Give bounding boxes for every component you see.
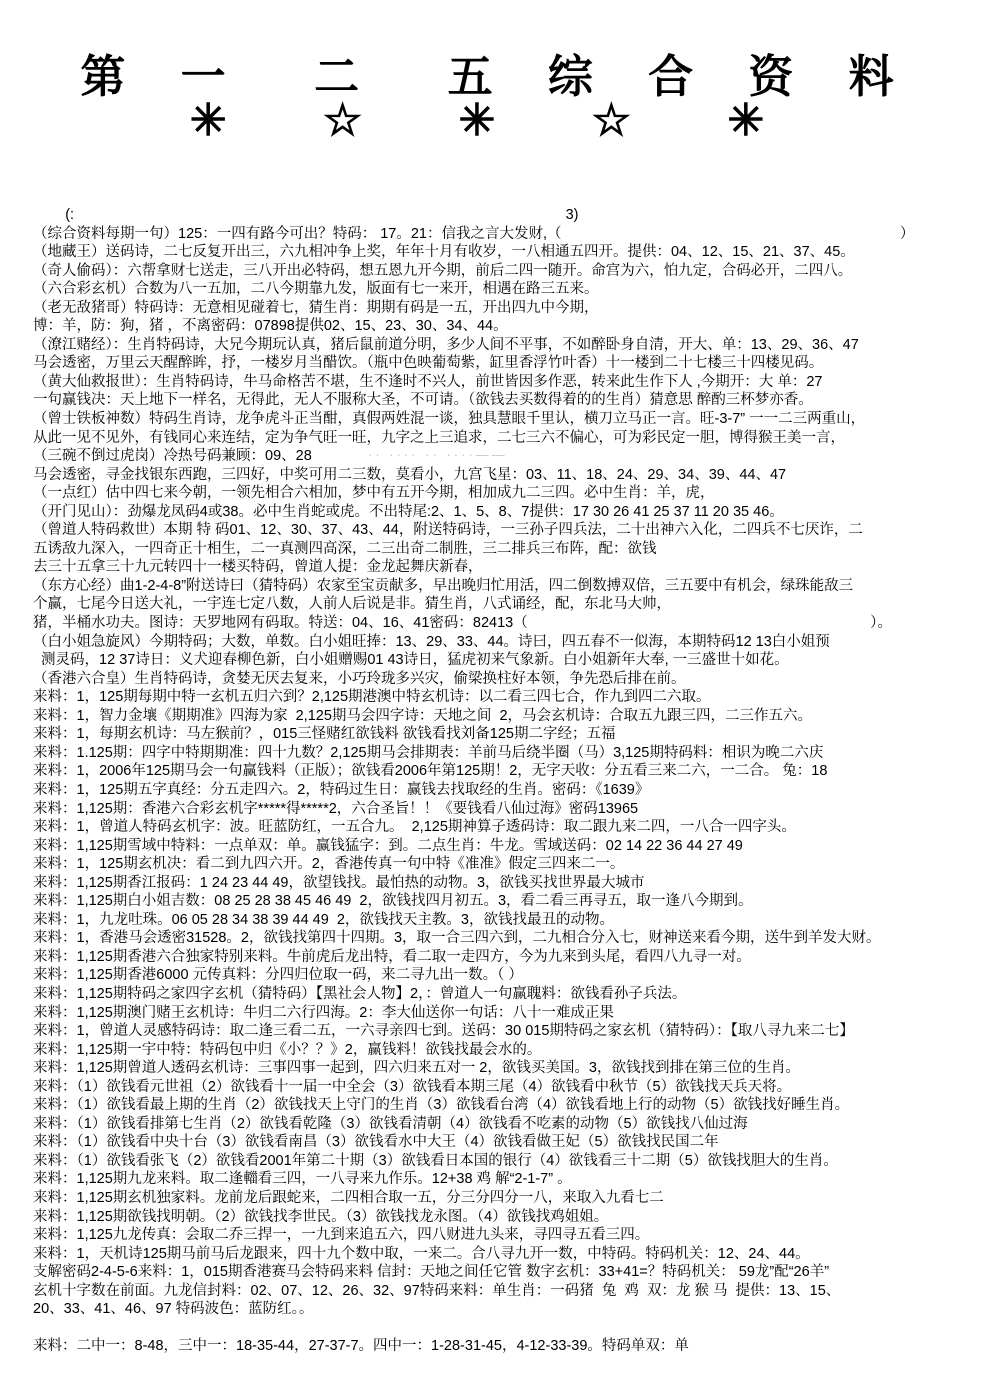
text-line: 来料：1，125期玄机决：看二到九四六开。2，香港传真一句中特《准准》假定三四来二一。 bbox=[33, 856, 625, 873]
text-line: 去三十五拿三十九元转四十一楼买特码，曾道人提：金龙起舞庆新春， bbox=[33, 559, 483, 576]
text-line: 来料：1，九龙吐珠。06 05 28 34 38 39 44 49 2，欲钱找天主教。3，欲钱找最丑的动物。 bbox=[33, 911, 614, 928]
text-line: 来料：1，125期每期中特一玄机五归六到？2,125期港澳中特玄机诗：以二看三四七合，作九到四二六取。 bbox=[33, 689, 711, 706]
document-body bbox=[33, 206, 993, 1356]
text-line: 来料：1,125期特码之家四字玄机（猜特码）【黑社会人物】2，：曾道人一句赢聭料：欲钱看孙子兵法。 bbox=[33, 985, 687, 1002]
text-line: 来料：1,125期香港6000 元传真料：分四归位取一码，来二寻九出一数。（ ） bbox=[33, 967, 523, 984]
text-line: 来料：1，曾道人特码玄机字：波。旺蓝防红，一五合九。 2,125期神算子透码诗：取二跟九来二四，一八合一四字头。 bbox=[33, 819, 796, 836]
text-line: 来料：1,125期玄机独家料。龙前龙后跟蛇来，二四相合取一五，分三分四分一八，来取入九看七二 bbox=[33, 1189, 664, 1206]
text-line: 来料：1，天机诗125期马前马后龙跟来，四十九个数中取，一来二。合八寻九开一数，中特码。特码机关：12、24、44。 bbox=[33, 1245, 810, 1262]
text-line: （六合彩玄机）合数为八一五加，二八今期靠九发，版面有七一来开，相遇在路三五来。 bbox=[33, 281, 599, 298]
text-line: （黄大仙救报世）：生肖特码诗，牛马命格苦不堪，生不逢时不兴人，前世皆因多作恶，转来此生作下人 ,今期开：大 单：27 bbox=[33, 373, 823, 390]
text-line: 五诱敌九深入，一四奇正十相生，二一真测四高深，二三出奇二制胜，三二排兵三布阵，配：欲钱 bbox=[33, 540, 657, 557]
text-line: (: 3) bbox=[33, 207, 579, 223]
text-line: 来料：1,125期雪域中特料：一点单双：单。赢钱猛字：到。二点生肖：牛龙。雪域送码：02 14 22 36 44 27 49 bbox=[33, 837, 743, 854]
text-line: 来料：1,125期欲钱找明朝。（2）欲钱找李世民。（3）欲钱找龙永图。（4）欲钱找鸡姐姐。 bbox=[33, 1208, 609, 1225]
text-line: 来料：1，2006年125期马会一句赢钱料（正版）；欲钱看2006年第125期！2，无字天收：分五看三来二六，一二合。 兔：18 bbox=[33, 763, 828, 780]
text-line: 来料：1，每期玄机诗：马左猴前？，015三怪赌红欲钱料 欲钱看找刘备125期二字经；五福 bbox=[33, 726, 616, 743]
text-line: （综合资料每期一句）125：一四有路今可出？特码： 17。21：信我之言大发财,（ ） bbox=[33, 225, 915, 242]
text-line: （地藏王）送码诗，二七反复开出三，六九相冲争上奖，年年十月有收岁，一八相通五四开。提供：04、12、15、21、37、45。 bbox=[33, 244, 855, 261]
text-line: （曾道人特码救世）本期 特 码01、12、30、37、43、44，附送特码诗，一三孙子四兵法，二十出神六入化，二四兵不七厌诈，二 bbox=[33, 522, 863, 539]
text-line: 从此一见不见外，有钱同心来连结，定为争气旺一旺，九字之上三追求，二七三六不偏心，可为彩民定一胆，博得猴王美一言， bbox=[33, 429, 845, 446]
text-line: 来料：1,125期一宇中特：特码包中归《小？？》2，赢钱料！欲钱找最会水的。 bbox=[33, 1041, 542, 1058]
text-line: 来料：1，曾道人灵感特码诗：取二逢三看二五，一六寻亲四七到。送码：30 015期特码之家玄机（猜特码）：【取八寻九来二七】 bbox=[33, 1023, 854, 1040]
faded-overprint-text: ·· ···· ·· ····―― bbox=[368, 447, 508, 462]
text-line: （老无敌猪哥）特码诗：无意相见碰着七，猜生肖：期期有码是一五，开出四九中今期， bbox=[33, 299, 599, 316]
text-line: 玄机十字数在前面。九龙信封料：02、07、12、26、32、97特码来料：单生肖：一码猪 兔 鸡 双：龙 猴 马 提供：13、15、 bbox=[33, 1282, 841, 1299]
text-line: 来料：1.125期：四字中特期期准：四十九数？2,125期马会排期表：羊前马后绕半圈（马）3,125期特码料：相识为晚二六庆 bbox=[33, 744, 824, 761]
text-line: （三碗不倒过虎岗）冷热号码兼顾：09、28 bbox=[33, 448, 312, 465]
text-line: 来料：1,125期：香港六合彩玄机字*****得*****2，六合圣旨！！《要钱看八仙过海》密码13965 bbox=[33, 800, 639, 817]
text-line: （奇人偷码）：六帮拿财七送走，三八开出必特码，想五恩九开今期，前后二四一随开。命宫为六，怕九定，合码必开，二四八。 bbox=[33, 262, 853, 279]
text-line: 来料：1,125期曾道人透码玄机诗：三事四事一起到，四六归来五对一 2，欲钱买美国。3，欲钱找到排在第三位的生肖。 bbox=[33, 1060, 800, 1077]
text-line: 来料：1,125九龙传真：会取二乔三捍一，一九到来追五六，四八财进九头来，寻四寻五看三四。 bbox=[33, 1227, 650, 1244]
text-line: 来料：1，智力金壤《期期准》四海为家 2,125期马会四字诗：天地之间 2，马会玄机诗：合取五九跟三四，二三作五六。 bbox=[33, 707, 813, 724]
text-line: 来料：（1）欲钱看中央十台（3）欲钱看南昌（3）欲钱看水中大王（4）欲钱看做王妃（5）欲钱找民国二年 bbox=[33, 1134, 719, 1151]
text-line: 支解密码2-4-5-6来料：1，015期香港赛马会特码来料 信封：天地之间任它管 数字玄机：33+41=？特码机关： 59龙”配“26羊” bbox=[33, 1264, 830, 1281]
text-line: （潦江赌经）：生肖特码诗，大兄今期玩认真，猪后鼠前道分明，多少人间不平事，不如醉卧身自清，开大、单：13、29、36、47 bbox=[33, 336, 859, 353]
text-line: 来料：1,125期香江报码：1 24 23 44 49，欲望钱找。最怕热的动物。3，欲钱买找世界最大城市 bbox=[33, 874, 645, 891]
text-line: 马会透密，万里云天醒醉眸，抒，一楼岁月当醋饮。（瓶中色映葡萄紫，缸里香浮竹叶香）十一楼到二十七楼三十四楼见码。 bbox=[33, 355, 824, 372]
decorative-star-row: ✳ ☆ ✳ ☆ ✳ bbox=[189, 96, 807, 145]
text-line bbox=[33, 1319, 993, 1338]
text-line: 来料：1，125期五字真经：分五走四六。2，特码过生日：赢钱去找取经的生肖。密码：《1639》 bbox=[33, 781, 650, 798]
text-line: 来料：二中一：8-48，三中一：18-35-44，27-37-7。四中一：1-28-31-45，4-12-33-39。特码单双：单 bbox=[33, 1338, 689, 1355]
text-line: 来料：1,125期香港六合独家特别来料。牛前虎后龙出特，看二取一走四方，今为九来到头尾，看四八九寻一对。 bbox=[33, 948, 751, 965]
text-line: （香港六合皇）生肖特码诗，贪婪无厌去复来，小巧玲珑多兴灾，偷梁换柱好本领，争先恐后排在前。 bbox=[33, 670, 686, 687]
text-line: 个赢，七尾今日送大礼，一宇连七定八数，人前人后说是非。猜生肖，八式诵经，配，东北马大帅， bbox=[33, 596, 671, 613]
text-line: 来料：（1）欲钱看元世祖（2）欲钱看十一届一中全会（3）欲钱看本期三尾（4）欲钱看中秋节（5）欲钱找天兵天将。 bbox=[33, 1078, 792, 1095]
text-line: 猪，半桶水功夫。图诗：天罗地网有码取。特送：04、16、41密码：82413（ ）。 bbox=[33, 615, 892, 632]
text-line: 一句赢钱决：天上地下一样名，无得此，无人不服称大圣，不可请。（欲钱去买数得着的的生肖）猜意思 醉酌三杯梦亦香。 bbox=[33, 392, 813, 409]
page-title: 第 一 二 五 综 合 资 料 bbox=[80, 52, 916, 102]
text-line: （曾士铁板神数）特码生肖诗，龙争虎斗正当酣，真假两姓混一谈，独具慧眼千里认，横刀立马正一言。旺-3-7” 一一二三两重山， bbox=[33, 411, 866, 428]
text-line: 来料：（1）欲钱看排第七生肖（2）欲钱看乾隆（3）欲钱看清朝（4）欲钱看不吃素的动物（5）欲钱找八仙过海 bbox=[33, 1115, 748, 1132]
text-line: 马会透密，寻金找银东西跑，三四好，中奖可用二三数，莫看小，九宫飞星：03、11、18、24、29、34、39、44、47 bbox=[33, 466, 787, 483]
text-line: 20、33、41、46、97 特码波色：蓝防红。。 bbox=[33, 1301, 314, 1318]
text-line: 来料：1，香港马会透密31528。2，欲钱找第四十四期。3，取一合三四六到，二九相合分入七，财神送来看今期，送牛到羊发大财。 bbox=[33, 930, 881, 947]
text-line: （东方心经）曲1-2-4-8”附送诗曰（猜特码）农家至宝贡献多，早出晚归忙用活，四二倒数搏双倍，三五要中有机会，绿珠能敌三 bbox=[33, 577, 854, 594]
text-line: 来料：1,125期九龙来料。取二逢輺看三四，一八寻来九作乐。12+38 鸡 解“2-1-7” 。 bbox=[33, 1171, 572, 1188]
text-line: 来料：1,125期澳门赌王玄机诗：牛归二六行四海。2：李大仙送你一句话：八十一难成正果 bbox=[33, 1004, 614, 1021]
text-line: （白小姐急旋风）今期特码；大数，单数。白小姐旺捧：13、29、33、44。诗曰，四五春不一似海，本期特码12 13白小姐预 bbox=[33, 633, 830, 650]
text-line: 博：羊，防：狗，猪 ，不离密码：07898提供02、15、23、30、34、44。 bbox=[33, 318, 508, 335]
text-line: 来料：（1）欲钱看最上期的生肖（2）欲钱找天上守门的生肖（3）欲钱看台湾（4）欲钱看地上行的动物（5）欲钱找好睡生肖。 bbox=[33, 1097, 850, 1114]
text-line: 来料：（1）欲钱看张飞（2）欲钱看2001年第二十期（3）欲钱看日本国的银行（4）欲钱看三十二期（5）欲钱找胆大的生肖。 bbox=[33, 1152, 838, 1169]
text-line: 测灵码，12 37诗日：义犬迎春柳色新，白小姐赠赐01 43诗日，猛虎初来气象新。白小姐新年大奉, 一三盛世十如花。 bbox=[33, 652, 789, 669]
text-line: （开门见山）：劲爆龙凤码4或38。必中生肖蛇或虎。不出特尾:2、1、5、8、7提供：17 30 26 41 25 37 11 20 35 46。 bbox=[33, 503, 784, 520]
text-line: （一点红）估中四七来今朝，一领先相合六相加，梦中有五开今期，相加成九二三四。必中生肖：羊，虎， bbox=[33, 485, 715, 502]
text-line: 来料：1,125期白小姐吉数：08 25 28 38 45 46 49 2，欲钱找四月初五。3，看二看三再寻五，取一逢八今期到。 bbox=[33, 893, 753, 910]
